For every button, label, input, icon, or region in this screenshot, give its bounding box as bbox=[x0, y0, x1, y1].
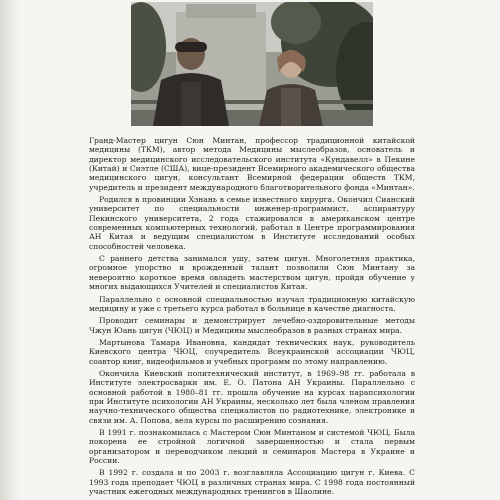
bio-paragraph: Проводит семинары и демонстрирует лечебно-оздоровительные методы Чжун Юань цигун (ЧЮЦ) и Медицины мыслеобразов в разных странах мира. bbox=[89, 316, 415, 335]
bio-paragraph: Мартынова Тамара Ивановна, кандидат технических наук, руководитель Киевского центра ЧЮЦ, соучредитель Всеукраинской ассоциации ЧЮЦ, соавтор книг, видеофильмов и учебных программ по этому направлению. bbox=[89, 337, 415, 366]
bio-paragraph: Родился в провинции Хэнань в семье известного хирурга. Окончил Сианский университет по специальности инженер-программист, аспирантуру Пекинского университета, 2 года стажировался в американском центре современных компьютерных технологий, работал в Центре программирования АН Китая и ведущим специалистом в Институте исследований особых способностей человека. bbox=[89, 195, 415, 251]
bio-paragraph: В 1992 г. создала и по 2003 г. возглавляла Ассоциацию цигун г. Киева. С 1993 года преподает ЧЮЦ в различных странах мира. С 1998 года постоянный участник ежегодных международных тренингов в Шаолине. bbox=[89, 468, 415, 497]
author-photo bbox=[131, 2, 373, 126]
page-binding-shadow bbox=[0, 0, 22, 500]
author-photo-image bbox=[131, 2, 373, 126]
bio-paragraph: Гранд-Мастер цигун Сюн Минтан, профессор традиционной китайской медицины (ТКМ), автор метода Медицины мыслеобразов, основатель и директор медицинского исследовательского института «Кундавелл» в Пекине (Китай) и Сиэтле (США), вице-президент Всемирного академического общества медицинского цигун, консультант Всемирной федерации обществ ТКМ, учредитель и президент международного благотворительного фонда «Минтан». bbox=[89, 136, 415, 192]
bio-paragraph: Окончила Киевский политехнический институт, в 1969–98 гг. работала в Институте электросварки им. Е. О. Патона АН Украины. Параллельно с основной работой в 1980–81 гг. прошла обучение на курсах парапсихологии при Институте психологии АН Украины, несколько лет была членом правления научно-технического общества специалистов по радиотехнике, электронике и связи им. А. Попова, вела курсы по расширению сознания. bbox=[89, 368, 415, 425]
bio-paragraph: В 1991 г. познакомилась с Мастером Сюн Минтаном и системой ЧЮЦ. Была покорена ее стройной логичной завершенностью и стала первым организатором и переводчиком лекций и семинаров Мастера в Украине и России. bbox=[89, 427, 415, 465]
bio-paragraph: Параллельно с основной специальностью изучал традиционную китайскую медицину и уже с третьего курса работал в больнице в качестве диагноста. bbox=[89, 294, 415, 313]
bio-paragraph: С раннего детства занимался ушу, затем цигун. Многолетняя практика, огромное упорство и врожденный талант позволили Сюн Минтану за невероятно короткое время овладеть мастерством цигун, пройдя обучение у многих выдающихся Учителей и специалистов Китая. bbox=[89, 254, 415, 292]
author-bios-text bbox=[89, 136, 415, 499]
